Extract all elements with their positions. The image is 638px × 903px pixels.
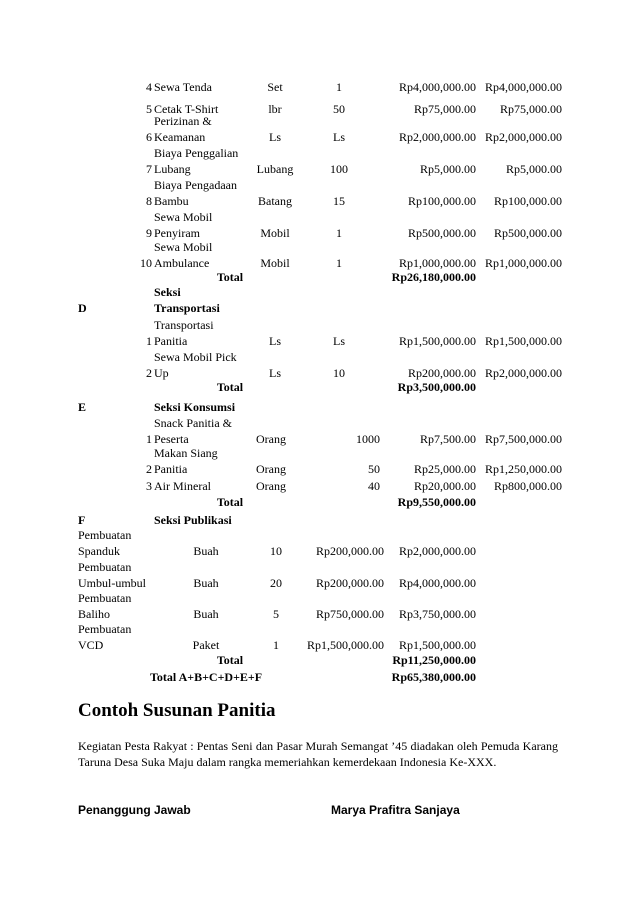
item-total: Rp7,500,000.00 (484, 432, 562, 446)
item-total: Rp4,000,000.00 (398, 576, 476, 590)
item-total: Rp1,500,000.00 (398, 638, 476, 652)
grand-total-value: Rp65,380,000.00 (391, 670, 476, 684)
item-quantity: 15 (333, 194, 345, 208)
item-quantity: 1 (336, 226, 342, 240)
item-total: Rp100,000.00 (493, 194, 562, 208)
item-unit: Ls (269, 334, 281, 348)
item-unit-price: Rp20,000.00 (413, 479, 476, 493)
item-quantity: Ls (333, 130, 345, 144)
item-unit: Lubang (256, 162, 294, 176)
item-description: Pembuatan (78, 560, 132, 574)
item-total: Rp2,000,000.00 (398, 544, 476, 558)
intro-paragraph: Kegiatan Pesta Rakyat : Pentas Seni dan Pasar Murah Semangat ’45 diadakan oleh Pemuda Karang Taruna Desa Suka Maju dalam rangka memeriahkan kemerdekaan Indonesia Ke-XXX. (78, 739, 558, 769)
item-unit: Orang (256, 479, 286, 493)
item-number: 3 (146, 479, 152, 493)
item-unit: Mobil (260, 226, 290, 240)
item-number: 5 (146, 102, 152, 116)
item-description: Sewa Mobil Pick (154, 350, 237, 364)
item-description: Spanduk (78, 544, 120, 558)
item-unit-price: Rp1,000,000.00 (398, 256, 476, 270)
section-title: Seksi Konsumsi (154, 400, 236, 414)
item-description: Keamanan (154, 130, 206, 144)
item-description: Umbul-umbul (78, 576, 146, 590)
item-total: Rp2,000,000.00 (484, 366, 562, 380)
item-number: 1 (146, 432, 152, 446)
item-unit: Orang (256, 432, 286, 446)
item-unit-price: Rp750,000.00 (315, 607, 384, 621)
item-quantity: 1 (273, 638, 279, 652)
item-description: Makan Siang (154, 446, 218, 460)
item-description: Ambulance (154, 256, 210, 270)
item-unit-price: Rp2,000,000.00 (398, 130, 476, 144)
item-number: 1 (146, 334, 152, 348)
item-unit-price: Rp200,000.00 (407, 366, 476, 380)
item-total: Rp2,000,000.00 (484, 130, 562, 144)
item-quantity: 40 (368, 479, 380, 493)
item-description: Panitia (154, 334, 188, 348)
section-title: Transportasi (154, 301, 220, 315)
item-number: 2 (146, 462, 152, 476)
item-quantity: 1 (336, 256, 342, 270)
item-unit-price: Rp200,000.00 (315, 544, 384, 558)
item-description: Transportasi (154, 318, 214, 332)
section-letter: F (78, 513, 86, 527)
item-unit-price: Rp4,000,000.00 (398, 80, 476, 94)
item-description: Bambu (154, 194, 189, 208)
item-description: Pembuatan (78, 591, 132, 605)
total-value: Rp3,500,000.00 (397, 380, 476, 394)
item-unit: Batang (258, 194, 292, 208)
section-heading: Contoh Susunan Panitia (78, 700, 276, 721)
item-description: Air Mineral (154, 479, 211, 493)
item-total: Rp500,000.00 (493, 226, 562, 240)
item-description: Penyiram (154, 226, 200, 240)
item-description: Pembuatan (78, 528, 132, 542)
total-label: Total (216, 270, 244, 284)
item-unit: Ls (269, 366, 281, 380)
item-unit: Buah (193, 544, 219, 558)
item-description: Biaya Pengadaan (154, 178, 237, 192)
item-number: 6 (146, 130, 152, 144)
item-total: Rp800,000.00 (493, 479, 562, 493)
item-description: VCD (78, 638, 104, 652)
item-unit-price: Rp7,500.00 (419, 432, 476, 446)
item-total: Rp1,000,000.00 (484, 256, 562, 270)
total-label: Total (216, 495, 244, 509)
item-quantity: 10 (270, 544, 282, 558)
item-description: Biaya Penggalian (154, 146, 239, 160)
section-letter: D (78, 301, 87, 315)
total-value: Rp9,550,000.00 (397, 495, 476, 509)
item-number: 8 (146, 194, 152, 208)
item-quantity: 1000 (356, 432, 380, 446)
total-label: Total (216, 653, 244, 667)
total-value: Rp26,180,000.00 (391, 270, 476, 284)
item-unit: Buah (193, 607, 219, 621)
item-quantity: 10 (333, 366, 345, 380)
item-description: Snack Panitia & (154, 416, 232, 430)
item-description: Sewa Mobil (154, 240, 213, 254)
item-unit-price: Rp500,000.00 (407, 226, 476, 240)
section-title: Seksi (154, 285, 181, 299)
total-value: Rp11,250,000.00 (392, 653, 476, 667)
item-number: 10 (140, 256, 152, 270)
item-number: 7 (146, 162, 152, 176)
item-unit-price: Rp100,000.00 (407, 194, 476, 208)
item-unit: Mobil (260, 256, 290, 270)
item-unit-price: Rp1,500,000.00 (398, 334, 476, 348)
item-description: Peserta (154, 432, 189, 446)
item-description: Lubang (154, 162, 191, 176)
item-unit-price: Rp25,000.00 (413, 462, 476, 476)
item-quantity: 20 (270, 576, 282, 590)
section-letter: E (78, 400, 87, 414)
total-label: Total (216, 380, 244, 394)
item-description: Pembuatan (78, 622, 132, 636)
item-description: Cetak T-Shirt (154, 102, 219, 116)
grand-total-label: Total A+B+C+D+E+F (150, 670, 263, 684)
item-description: Panitia (154, 462, 188, 476)
item-quantity: 5 (273, 607, 279, 621)
item-unit: Orang (256, 462, 286, 476)
item-description: Sewa Tenda (154, 80, 212, 94)
item-quantity: 50 (368, 462, 380, 476)
item-unit: Buah (193, 576, 219, 590)
signature-name: Marya Prafitra Sanjaya (331, 803, 460, 817)
item-number: 9 (146, 226, 152, 240)
signature-role: Penanggung Jawab (78, 803, 191, 817)
item-total: Rp4,000,000.00 (484, 80, 562, 94)
item-unit-price: Rp1,500,000.00 (306, 638, 384, 652)
item-unit-price: Rp75,000.00 (413, 102, 476, 116)
item-unit: Paket (192, 638, 220, 652)
item-total: Rp75,000.00 (499, 102, 562, 116)
item-total: Rp5,000.00 (505, 162, 562, 176)
item-quantity: 1 (336, 80, 342, 94)
item-number: 2 (146, 366, 152, 380)
item-total: Rp3,750,000.00 (398, 607, 476, 621)
item-quantity: 50 (333, 102, 345, 116)
item-description: Up (154, 366, 169, 380)
item-description: Baliho (78, 607, 110, 621)
item-unit: Ls (269, 130, 281, 144)
item-unit-price: Rp200,000.00 (315, 576, 384, 590)
item-total: Rp1,250,000.00 (484, 462, 562, 476)
item-total: Rp1,500,000.00 (484, 334, 562, 348)
item-unit: Set (267, 80, 283, 94)
item-unit: lbr (268, 102, 282, 116)
item-quantity: 100 (330, 162, 348, 176)
section-title: Seksi Publikasi (154, 513, 232, 527)
item-description: Perizinan & (154, 114, 212, 128)
item-description: Sewa Mobil (154, 210, 213, 224)
item-unit-price: Rp5,000.00 (419, 162, 476, 176)
item-quantity: Ls (333, 334, 345, 348)
item-number: 4 (146, 80, 152, 94)
